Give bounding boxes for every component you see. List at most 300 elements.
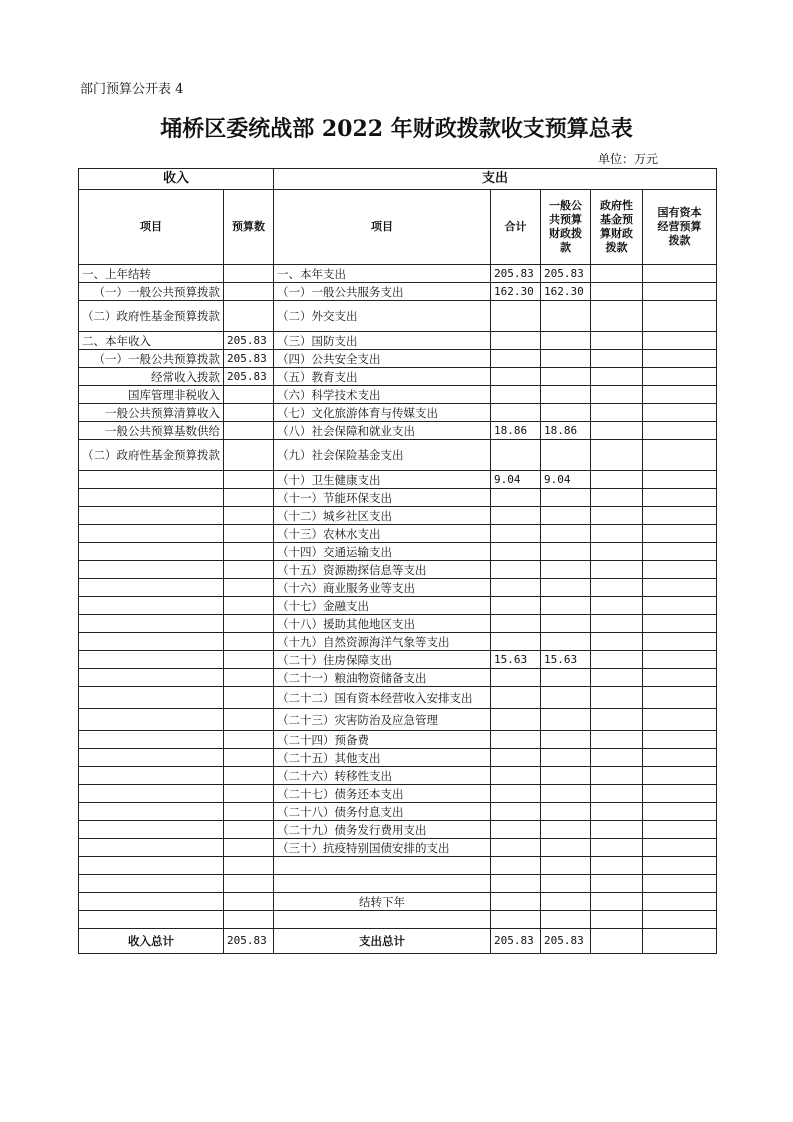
income-amount xyxy=(224,422,274,440)
expense-item: （四）公共安全支出 xyxy=(274,350,491,368)
budget-table xyxy=(78,168,717,954)
income-amount xyxy=(224,857,274,875)
income-item xyxy=(79,471,224,489)
unit-label: 单位：万元 xyxy=(598,152,659,166)
general-budget-amount xyxy=(541,489,591,507)
expense-total xyxy=(491,785,541,803)
general-budget-amount xyxy=(541,785,591,803)
expense-total xyxy=(491,507,541,525)
state-capital-amount xyxy=(643,839,717,857)
income-item xyxy=(79,767,224,785)
table-row xyxy=(79,803,717,821)
table-row xyxy=(79,651,717,669)
general-budget-amount xyxy=(541,857,591,875)
income-amount xyxy=(224,709,274,731)
income-amount xyxy=(224,803,274,821)
gov-fund-amount xyxy=(591,440,643,471)
state-capital-amount xyxy=(643,489,717,507)
expense-total: 162.30 xyxy=(491,283,541,301)
table-row xyxy=(79,386,717,404)
income-amount: 205.83 xyxy=(224,332,274,350)
col-header-income-budget: 预算数 xyxy=(224,190,274,265)
gov-fund-amount xyxy=(591,615,643,633)
gov-fund-amount xyxy=(591,579,643,597)
income-item xyxy=(79,821,224,839)
income-item: 经常收入拨款 xyxy=(79,368,224,386)
general-budget-amount xyxy=(541,332,591,350)
income-amount xyxy=(224,579,274,597)
income-item xyxy=(79,633,224,651)
expense-item: （三十）抗疫特别国债安排的支出 xyxy=(274,839,491,857)
general-budget-amount xyxy=(541,301,591,332)
gov-fund-amount xyxy=(591,350,643,368)
table-row xyxy=(79,368,717,386)
expense-item: （二十五）其他支出 xyxy=(274,749,491,767)
expense-total: 18.86 xyxy=(491,422,541,440)
income-item xyxy=(79,785,224,803)
income-amount xyxy=(224,386,274,404)
expense-total xyxy=(491,731,541,749)
gov-fund-amount xyxy=(591,471,643,489)
gov-fund-amount xyxy=(591,669,643,687)
state-capital-amount xyxy=(643,507,717,525)
general-budget-amount: 9.04 xyxy=(541,471,591,489)
table-row xyxy=(79,422,717,440)
state-capital-amount xyxy=(643,525,717,543)
col-header-total: 合计 xyxy=(491,190,541,265)
income-amount xyxy=(224,785,274,803)
general-budget-amount xyxy=(541,507,591,525)
table-row xyxy=(79,561,717,579)
gov-fund-amount xyxy=(591,561,643,579)
expense-item: （十四）交通运输支出 xyxy=(274,543,491,561)
state-capital-amount xyxy=(643,651,717,669)
expense-total xyxy=(491,633,541,651)
gov-fund-amount xyxy=(591,785,643,803)
general-budget-amount xyxy=(541,579,591,597)
table-body xyxy=(79,265,717,929)
state-capital-amount xyxy=(643,368,717,386)
general-budget-amount xyxy=(541,767,591,785)
income-item xyxy=(79,839,224,857)
income-amount xyxy=(224,749,274,767)
table-row xyxy=(79,669,717,687)
income-item: （一）一般公共预算拨款 xyxy=(79,350,224,368)
general-budget-amount xyxy=(541,543,591,561)
expense-item: （十六）商业服务业等支出 xyxy=(274,579,491,597)
income-item xyxy=(79,803,224,821)
table-row xyxy=(79,875,717,893)
income-item: 一般公共预算清算收入 xyxy=(79,404,224,422)
expense-item: （一）一般公共服务支出 xyxy=(274,283,491,301)
gov-fund-amount xyxy=(591,332,643,350)
income-amount xyxy=(224,507,274,525)
general-budget-amount xyxy=(541,525,591,543)
income-amount xyxy=(224,471,274,489)
income-item xyxy=(79,615,224,633)
income-item xyxy=(79,875,224,893)
income-amount xyxy=(224,687,274,709)
income-amount xyxy=(224,821,274,839)
income-amount xyxy=(224,893,274,911)
general-budget-amount: 162.30 xyxy=(541,283,591,301)
income-item: 二、本年收入 xyxy=(79,332,224,350)
state-capital-amount xyxy=(643,283,717,301)
expense-item: （十三）农林水支出 xyxy=(274,525,491,543)
expense-total xyxy=(491,579,541,597)
gov-fund-amount xyxy=(591,731,643,749)
income-item: 一、上年结转 xyxy=(79,265,224,283)
table-row xyxy=(79,687,717,709)
page-title: 埇桥区委统战部 2022 年财政拨款收支预算总表 xyxy=(160,116,633,142)
gov-fund-amount xyxy=(591,265,643,283)
section-expense-header: 支出 xyxy=(274,169,717,190)
state-capital-amount xyxy=(643,911,717,929)
column-header-row xyxy=(79,190,717,265)
general-budget-amount xyxy=(541,911,591,929)
income-item: （一）一般公共预算拨款 xyxy=(79,283,224,301)
income-amount xyxy=(224,633,274,651)
income-amount: 205.83 xyxy=(224,350,274,368)
state-capital-amount xyxy=(643,857,717,875)
expense-item: （七）文化旅游体育与传媒支出 xyxy=(274,404,491,422)
expense-total xyxy=(491,911,541,929)
gov-fund-amount xyxy=(591,301,643,332)
expense-total-label: 支出总计 xyxy=(274,929,491,954)
expense-item: （六）科学技术支出 xyxy=(274,386,491,404)
income-item: 一般公共预算基数供给 xyxy=(79,422,224,440)
gov-fund-amount xyxy=(591,597,643,615)
general-budget-amount xyxy=(541,597,591,615)
table-row xyxy=(79,597,717,615)
document-label: 部门预算公开表 4 xyxy=(80,82,184,97)
gov-fund-amount xyxy=(591,821,643,839)
income-amount xyxy=(224,525,274,543)
gov-fund-amount xyxy=(591,489,643,507)
gov-fund-amount xyxy=(591,543,643,561)
income-amount xyxy=(224,301,274,332)
income-amount xyxy=(224,265,274,283)
expense-total xyxy=(491,893,541,911)
expense-item: 结转下年 xyxy=(274,893,491,911)
table-row xyxy=(79,911,717,929)
gov-fund-amount xyxy=(591,525,643,543)
expense-total xyxy=(491,749,541,767)
gov-fund-amount xyxy=(591,749,643,767)
income-amount xyxy=(224,561,274,579)
income-amount xyxy=(224,404,274,422)
income-amount xyxy=(224,875,274,893)
income-amount xyxy=(224,543,274,561)
income-item xyxy=(79,579,224,597)
expense-item: （九）社会保险基金支出 xyxy=(274,440,491,471)
gov-fund-amount xyxy=(591,633,643,651)
general-budget-amount xyxy=(541,633,591,651)
state-capital-amount xyxy=(643,265,717,283)
state-capital-amount xyxy=(643,422,717,440)
general-budget-amount xyxy=(541,350,591,368)
total-row xyxy=(79,929,717,954)
expense-total xyxy=(491,301,541,332)
gov-fund-amount xyxy=(591,803,643,821)
expense-total xyxy=(491,875,541,893)
state-capital-amount xyxy=(643,669,717,687)
state-capital-amount xyxy=(643,350,717,368)
gov-fund-amount xyxy=(591,386,643,404)
income-amount xyxy=(224,911,274,929)
income-item xyxy=(79,749,224,767)
state-capital-amount xyxy=(643,687,717,709)
income-item xyxy=(79,911,224,929)
expense-total xyxy=(491,615,541,633)
gov-fund-amount xyxy=(591,767,643,785)
expense-item: 一、本年支出 xyxy=(274,265,491,283)
gov-fund-amount xyxy=(591,651,643,669)
expense-total xyxy=(491,489,541,507)
state-capital-amount xyxy=(643,579,717,597)
expense-item xyxy=(274,875,491,893)
expense-total xyxy=(491,597,541,615)
expense-total xyxy=(491,350,541,368)
expense-item: （二十八）债务付息支出 xyxy=(274,803,491,821)
income-item xyxy=(79,687,224,709)
expense-item: （十九）自然资源海洋气象等支出 xyxy=(274,633,491,651)
income-item xyxy=(79,525,224,543)
general-budget-amount xyxy=(541,749,591,767)
general-budget-amount xyxy=(541,709,591,731)
expense-total xyxy=(491,857,541,875)
general-total-value: 205.83 xyxy=(541,929,591,954)
state-capital-amount xyxy=(643,301,717,332)
state-capital-amount xyxy=(643,615,717,633)
income-amount xyxy=(224,615,274,633)
expense-total-value: 205.83 xyxy=(491,929,541,954)
income-item xyxy=(79,731,224,749)
income-amount xyxy=(224,440,274,471)
general-budget-amount xyxy=(541,440,591,471)
expense-total xyxy=(491,687,541,709)
gov-fund-amount xyxy=(591,857,643,875)
table-row xyxy=(79,785,717,803)
state-capital-total-value xyxy=(643,929,717,954)
expense-total: 9.04 xyxy=(491,471,541,489)
state-capital-amount xyxy=(643,785,717,803)
col-header-gov-fund: 政府性基金预算财政拨款 xyxy=(591,190,643,265)
income-amount xyxy=(224,489,274,507)
gov-fund-total-value xyxy=(591,929,643,954)
expense-item: （五）教育支出 xyxy=(274,368,491,386)
table-row xyxy=(79,489,717,507)
state-capital-amount xyxy=(643,893,717,911)
expense-total xyxy=(491,803,541,821)
expense-item: （十）卫生健康支出 xyxy=(274,471,491,489)
expense-total xyxy=(491,543,541,561)
gov-fund-amount xyxy=(591,687,643,709)
expense-total xyxy=(491,709,541,731)
general-budget-amount xyxy=(541,404,591,422)
general-budget-amount xyxy=(541,615,591,633)
expense-total xyxy=(491,839,541,857)
state-capital-amount xyxy=(643,633,717,651)
income-total-label: 收入总计 xyxy=(79,929,224,954)
income-item xyxy=(79,489,224,507)
col-header-state-capital: 国有资本经营预算拨款 xyxy=(643,190,717,265)
income-item xyxy=(79,543,224,561)
general-budget-amount xyxy=(541,687,591,709)
general-budget-amount xyxy=(541,893,591,911)
state-capital-amount xyxy=(643,561,717,579)
expense-item: （十二）城乡社区支出 xyxy=(274,507,491,525)
expense-item: （十五）资源勘探信息等支出 xyxy=(274,561,491,579)
gov-fund-amount xyxy=(591,283,643,301)
general-budget-amount xyxy=(541,386,591,404)
state-capital-amount xyxy=(643,471,717,489)
income-amount xyxy=(224,283,274,301)
income-item xyxy=(79,561,224,579)
general-budget-amount xyxy=(541,803,591,821)
expense-total xyxy=(491,332,541,350)
table-row xyxy=(79,767,717,785)
table-row xyxy=(79,615,717,633)
expense-item: （二十七）债务还本支出 xyxy=(274,785,491,803)
expense-total: 15.63 xyxy=(491,651,541,669)
expense-total xyxy=(491,368,541,386)
expense-total xyxy=(491,821,541,839)
state-capital-amount xyxy=(643,597,717,615)
table-row xyxy=(79,731,717,749)
table-row xyxy=(79,525,717,543)
income-item xyxy=(79,597,224,615)
expense-item: （八）社会保障和就业支出 xyxy=(274,422,491,440)
state-capital-amount xyxy=(643,386,717,404)
income-item: （二）政府性基金预算拨款 xyxy=(79,440,224,471)
income-item: （二）政府性基金预算拨款 xyxy=(79,301,224,332)
table-row xyxy=(79,350,717,368)
general-budget-amount xyxy=(541,731,591,749)
state-capital-amount xyxy=(643,731,717,749)
expense-item: （二十）住房保障支出 xyxy=(274,651,491,669)
gov-fund-amount xyxy=(591,893,643,911)
section-header-row xyxy=(79,169,717,190)
income-item: 国库管理非税收入 xyxy=(79,386,224,404)
gov-fund-amount xyxy=(591,507,643,525)
state-capital-amount xyxy=(643,875,717,893)
expense-item: （二十二）国有资本经营收入安排支出 xyxy=(274,687,491,709)
expense-item: （二十九）债务发行费用支出 xyxy=(274,821,491,839)
gov-fund-amount xyxy=(591,709,643,731)
general-budget-amount xyxy=(541,669,591,687)
general-budget-amount: 205.83 xyxy=(541,265,591,283)
gov-fund-amount xyxy=(591,875,643,893)
state-capital-amount xyxy=(643,543,717,561)
gov-fund-amount xyxy=(591,404,643,422)
income-amount xyxy=(224,669,274,687)
table-row xyxy=(79,471,717,489)
state-capital-amount xyxy=(643,709,717,731)
income-item xyxy=(79,507,224,525)
state-capital-amount xyxy=(643,332,717,350)
income-item xyxy=(79,893,224,911)
expense-item xyxy=(274,857,491,875)
state-capital-amount xyxy=(643,749,717,767)
expense-item: （三）国防支出 xyxy=(274,332,491,350)
table-row xyxy=(79,265,717,283)
general-budget-amount xyxy=(541,875,591,893)
income-amount xyxy=(224,651,274,669)
table-row xyxy=(79,543,717,561)
expense-total xyxy=(491,404,541,422)
state-capital-amount xyxy=(643,803,717,821)
section-income-header: 收入 xyxy=(79,169,274,190)
table-row xyxy=(79,749,717,767)
expense-item xyxy=(274,911,491,929)
general-budget-amount xyxy=(541,368,591,386)
income-amount xyxy=(224,839,274,857)
state-capital-amount xyxy=(643,821,717,839)
general-budget-amount xyxy=(541,561,591,579)
expense-total xyxy=(491,440,541,471)
expense-total: 205.83 xyxy=(491,265,541,283)
general-budget-amount: 15.63 xyxy=(541,651,591,669)
col-header-general-budget: 一般公共预算财政拨款 xyxy=(541,190,591,265)
table-row xyxy=(79,283,717,301)
table-row xyxy=(79,857,717,875)
expense-item: （十七）金融支出 xyxy=(274,597,491,615)
col-header-expense-item: 项目 xyxy=(274,190,491,265)
table-row xyxy=(79,821,717,839)
table-row xyxy=(79,893,717,911)
expense-item: （二十六）转移性支出 xyxy=(274,767,491,785)
general-budget-amount xyxy=(541,821,591,839)
general-budget-amount xyxy=(541,839,591,857)
expense-total xyxy=(491,561,541,579)
income-item xyxy=(79,857,224,875)
table-row xyxy=(79,332,717,350)
income-total-value: 205.83 xyxy=(224,929,274,954)
expense-total xyxy=(491,525,541,543)
expense-item: （二）外交支出 xyxy=(274,301,491,332)
general-budget-amount: 18.86 xyxy=(541,422,591,440)
table-row xyxy=(79,404,717,422)
expense-total xyxy=(491,386,541,404)
gov-fund-amount xyxy=(591,368,643,386)
expense-item: （十一）节能环保支出 xyxy=(274,489,491,507)
table-row xyxy=(79,507,717,525)
table-row xyxy=(79,839,717,857)
col-header-income-item: 项目 xyxy=(79,190,224,265)
income-item xyxy=(79,651,224,669)
state-capital-amount xyxy=(643,440,717,471)
state-capital-amount xyxy=(643,767,717,785)
gov-fund-amount xyxy=(591,839,643,857)
gov-fund-amount xyxy=(591,911,643,929)
expense-item: （十八）援助其他地区支出 xyxy=(274,615,491,633)
income-amount xyxy=(224,597,274,615)
income-item xyxy=(79,669,224,687)
income-amount: 205.83 xyxy=(224,368,274,386)
table-row xyxy=(79,709,717,731)
expense-item: （二十三）灾害防治及应急管理 xyxy=(274,709,491,731)
table-row xyxy=(79,301,717,332)
income-amount xyxy=(224,731,274,749)
income-amount xyxy=(224,767,274,785)
expense-total xyxy=(491,669,541,687)
expense-item: （二十一）粮油物资储备支出 xyxy=(274,669,491,687)
expense-total xyxy=(491,767,541,785)
table-row xyxy=(79,440,717,471)
state-capital-amount xyxy=(643,404,717,422)
expense-item: （二十四）预备费 xyxy=(274,731,491,749)
